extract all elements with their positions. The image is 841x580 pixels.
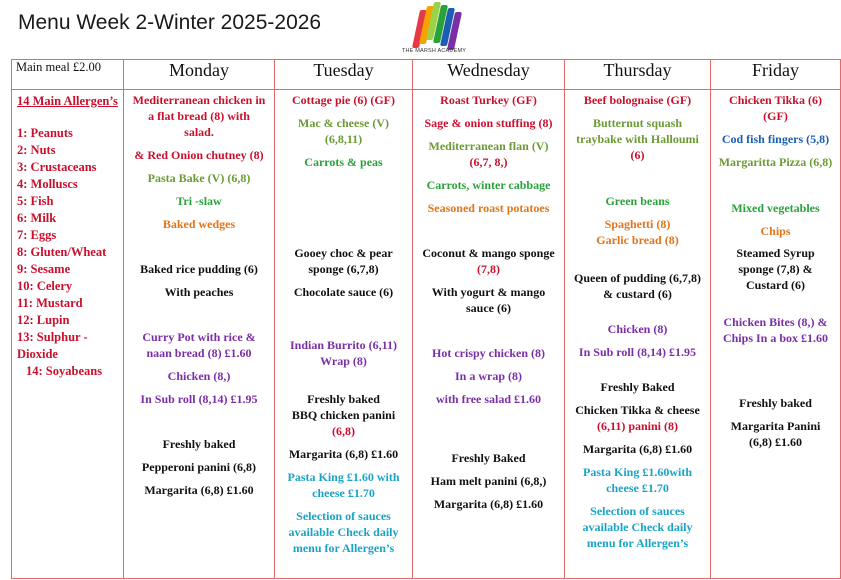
day-header-wednesday: Wednesday bbox=[413, 60, 565, 90]
menu-item: available Check daily bbox=[582, 520, 693, 534]
menu-item: (6,8,11) bbox=[324, 132, 363, 146]
menu-item: cheese £1.70 bbox=[606, 481, 669, 495]
menu-item: (GF) bbox=[763, 109, 788, 123]
menu-item: Freshly baked bbox=[162, 437, 236, 451]
menu-item: In Sub roll (8,14) £1.95 bbox=[578, 345, 697, 359]
menu-item: Selection of sauces bbox=[590, 504, 685, 518]
menu-item: Mac & cheese (V) bbox=[298, 116, 389, 130]
menu-item: Selection of sauces bbox=[296, 509, 391, 523]
allergen-heading: 14 Main Allergen’s bbox=[17, 94, 118, 108]
allergen-item: 5: Fish bbox=[17, 194, 54, 208]
menu-item: Spaghetti (8) bbox=[604, 217, 671, 231]
thursday-column bbox=[565, 90, 711, 579]
menu-item: Seasoned roast potatoes bbox=[427, 201, 550, 215]
menu-item: In a wrap (8) bbox=[454, 369, 522, 383]
menu-item: Green beans bbox=[605, 194, 670, 208]
menu-item: Sage & onion stuffing (8) bbox=[424, 116, 553, 130]
menu-item: Margarita (6,8) £1.60 bbox=[144, 483, 254, 497]
menu-item: Pasta King £1.60with bbox=[582, 465, 692, 479]
menu-item: sponge (6,7,8) bbox=[308, 262, 379, 276]
menu-item: traybake with Halloumi bbox=[576, 132, 699, 146]
menu-item: cheese £1.70 bbox=[312, 486, 375, 500]
menu-item: Baked rice pudding (6) bbox=[140, 262, 258, 276]
allergen-item: 8: Gluten/Wheat bbox=[17, 245, 107, 259]
menu-item: Mediterranean flan (V) bbox=[428, 139, 549, 153]
menu-item: & custard (6) bbox=[603, 287, 672, 301]
menu-item: Coconut & mango sponge bbox=[422, 246, 555, 260]
allergen-item: 12: Lupin bbox=[17, 313, 70, 327]
friday-column bbox=[711, 90, 841, 579]
allergen-item: 6: Milk bbox=[17, 211, 57, 225]
menu-item: BBQ chicken panini bbox=[291, 408, 396, 422]
menu-item: (6,7, 8,) bbox=[469, 155, 508, 169]
page-title: Menu Week 2-Winter 2025-2026 bbox=[18, 11, 322, 34]
menu-item: (6,8) £1.60 bbox=[749, 435, 802, 449]
allergen-item: 11: Mustard bbox=[17, 296, 83, 310]
menu-item: Freshly baked bbox=[739, 396, 812, 410]
menu-item: Beef bolognaise (GF) bbox=[583, 93, 692, 107]
academy-logo bbox=[398, 2, 470, 58]
day-header-monday: Monday bbox=[124, 60, 275, 90]
menu-item: a flat bread (8) with bbox=[148, 109, 250, 123]
menu-item: (6) bbox=[630, 148, 645, 162]
day-header-thursday: Thursday bbox=[565, 60, 711, 90]
menu-item: Curry Pot with rice & bbox=[142, 330, 256, 344]
menu-item: Margarita (6,8) £1.60 bbox=[288, 447, 399, 461]
allergen-column bbox=[12, 90, 124, 579]
allergen-item: 1: Peanuts bbox=[17, 126, 73, 140]
allergen-item: 3: Crustaceans bbox=[17, 160, 97, 174]
menu-item: Mixed vegetables bbox=[731, 201, 820, 215]
menu-item: Freshly Baked bbox=[600, 380, 675, 394]
menu-item: Chips In a box £1.60 bbox=[722, 331, 829, 345]
allergen-item: 13: Sulphur - bbox=[17, 330, 88, 344]
menu-item: Custard (6) bbox=[746, 278, 805, 292]
day-header-friday: Friday bbox=[711, 60, 841, 90]
menu-item: available Check daily bbox=[288, 525, 399, 539]
allergen-item: 14: Soyabeans bbox=[26, 364, 103, 378]
menu-item: With yogurt & mango bbox=[431, 285, 546, 299]
menu-item: (6,11) panini (8) bbox=[596, 419, 678, 433]
menu-item: Margaritta Pizza (6,8) bbox=[718, 155, 833, 169]
menu-item: With peaches bbox=[164, 285, 234, 299]
allergen-item: 7: Eggs bbox=[17, 228, 57, 242]
menu-item: Carrots & peas bbox=[304, 155, 383, 169]
menu-item: Chicken Tikka & cheese bbox=[575, 403, 700, 417]
menu-item: Chicken Bites (8,) & bbox=[723, 315, 828, 329]
menu-item: Gooey choc & pear bbox=[294, 246, 393, 260]
tuesday-column bbox=[275, 90, 413, 579]
menu-item: Baked wedges bbox=[162, 217, 236, 231]
menu-item: In Sub roll (8,14) £1.95 bbox=[140, 392, 258, 406]
menu-item: Margarita (6,8) £1.60 bbox=[433, 497, 544, 511]
menu-item: naan bread (8) £1.60 bbox=[146, 346, 252, 360]
menu-item: Chocolate sauce (6) bbox=[293, 285, 394, 299]
menu-item: Freshly Baked bbox=[451, 451, 526, 465]
menu-item: Cottage pie (6) (GF) bbox=[292, 93, 395, 107]
menu-table bbox=[11, 59, 841, 579]
menu-item: with free salad £1.60 bbox=[435, 392, 542, 406]
allergen-item: 9: Sesame bbox=[17, 262, 71, 276]
menu-item: Cod fish fingers (5,8) bbox=[721, 132, 830, 146]
menu-item: menu for Allergen’s bbox=[586, 536, 689, 550]
menu-item: Margarita (6,8) £1.60 bbox=[582, 442, 693, 456]
menu-item: Tri -slaw bbox=[176, 194, 222, 208]
main-meal-price: Main meal £2.00 bbox=[12, 60, 124, 90]
menu-item: Mediterranean chicken in bbox=[132, 93, 266, 107]
menu-item: (6,8) bbox=[332, 424, 355, 438]
menu-item: Pasta King £1.60 with bbox=[287, 470, 400, 484]
header-row bbox=[12, 60, 841, 90]
menu-item: salad. bbox=[184, 125, 214, 139]
monday-column bbox=[124, 90, 275, 579]
menu-item: Steamed Syrup bbox=[736, 246, 815, 260]
menu-item: Garlic bread (8) bbox=[596, 233, 679, 247]
menu-item: Carrots, winter cabbage bbox=[426, 178, 551, 192]
menu-item: Ham melt panini (6,8,) bbox=[430, 474, 547, 488]
allergen-item: 4: Molluscs bbox=[17, 177, 78, 191]
allergen-item: 2: Nuts bbox=[17, 143, 56, 157]
menu-item: Butternut squash bbox=[592, 116, 683, 130]
allergen-item: 10: Celery bbox=[17, 279, 73, 293]
menu-item: Margarita Panini bbox=[730, 419, 821, 433]
menu-item: Roast Turkey (GF) bbox=[440, 93, 537, 107]
menu-item: Chicken (8,) bbox=[167, 369, 231, 383]
menu-item: Chicken Tikka (6) bbox=[729, 93, 822, 107]
allergen-item: Dioxide bbox=[17, 347, 58, 361]
menu-item: Pasta Bake (V) (6,8) bbox=[147, 171, 251, 185]
menu-item: (7,8) bbox=[477, 262, 500, 276]
day-header-tuesday: Tuesday bbox=[275, 60, 413, 90]
menu-item: Freshly baked bbox=[307, 392, 380, 406]
menu-item: sponge (7,8) & bbox=[738, 262, 813, 276]
menu-item: & Red Onion chutney (8) bbox=[134, 148, 264, 162]
menu-item: Queen of pudding (6,7,8) bbox=[573, 271, 702, 285]
logo-text: THE MARSH ACADEMY bbox=[401, 48, 467, 54]
menu-item: Chips bbox=[760, 224, 791, 238]
menu-item: sauce (6) bbox=[466, 301, 511, 315]
menu-item: Indian Burrito (6,11) bbox=[289, 338, 397, 352]
menu-item: Wrap (8) bbox=[320, 354, 367, 368]
menu-item: Chicken (8) bbox=[607, 322, 668, 336]
menu-item: Hot crispy chicken (8) bbox=[432, 346, 545, 360]
menu-item: menu for Allergen’s bbox=[292, 541, 395, 555]
menu-item: Pepperoni panini (6,8) bbox=[141, 460, 257, 474]
wednesday-column bbox=[413, 90, 565, 579]
